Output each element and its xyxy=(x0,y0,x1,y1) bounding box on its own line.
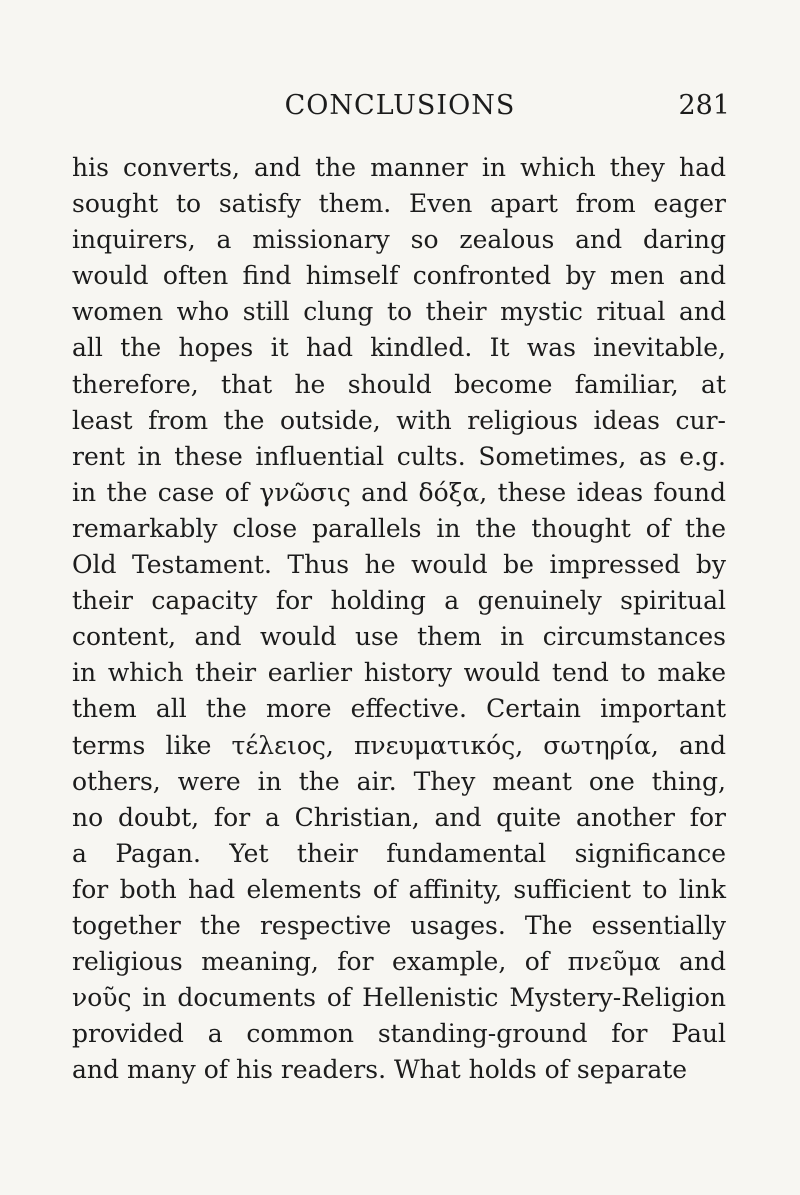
text-line: a Pagan. Yet their fundamental significance xyxy=(72,838,726,868)
text-line: sought to satisfy them. Even apart from eager xyxy=(72,189,726,219)
text-line: terms like τέλειος, πνευματικός, σωτηρία, and xyxy=(72,730,726,760)
body-text xyxy=(72,150,726,1088)
text-line: no doubt, for a Christian, and quite another for xyxy=(72,802,726,832)
text-line: Old Testament. Thus he would be impressed by xyxy=(72,550,726,580)
text-line: least from the outside, with religious ideas cur- xyxy=(72,405,726,435)
text-line: in which their earlier history would tend to make xyxy=(72,658,726,688)
text-line: women who still clung to their mystic ritual and xyxy=(72,297,726,327)
text-line: together the respective usages. The essentially xyxy=(72,910,726,940)
text-line: them all the more effective. Certain important xyxy=(72,694,726,724)
text-line: others, were in the air. They meant one thing, xyxy=(72,766,726,796)
running-header xyxy=(70,86,730,126)
text-line: rent in these influential cults. Sometimes, as e.g. xyxy=(72,441,726,471)
text-line: religious meaning, for example, of πνεῦμα and xyxy=(72,947,726,977)
text-line: their capacity for holding a genuinely spiritual xyxy=(72,586,726,616)
chapter-title: CONCLUSIONS xyxy=(284,90,516,121)
text-line: inquirers, a missionary so zealous and daring xyxy=(72,225,726,255)
text-line: for both had elements of affinity, sufficient to link xyxy=(72,874,726,904)
text-line: therefore, that he should become familiar, at xyxy=(72,369,726,399)
text-line: and many of his readers. What holds of separate xyxy=(72,1055,688,1085)
text-line: remarkably close parallels in the thought of the xyxy=(72,513,726,543)
text-line: content, and would use them in circumstances xyxy=(72,622,726,652)
text-line: his converts, and the manner in which they had xyxy=(72,153,726,182)
text-line: provided a common standing-ground for Paul xyxy=(72,1019,726,1049)
text-line: in the case of γνῶσις and δόξα, these ideas found xyxy=(72,477,726,507)
text-line: would often find himself confronted by men and xyxy=(72,261,726,291)
text-line: νοῦς in documents of Hellenistic Mystery-Religion xyxy=(72,983,726,1013)
page-number: 281 xyxy=(678,90,730,121)
text-line: all the hopes it had kindled. It was inevitable, xyxy=(72,333,726,363)
